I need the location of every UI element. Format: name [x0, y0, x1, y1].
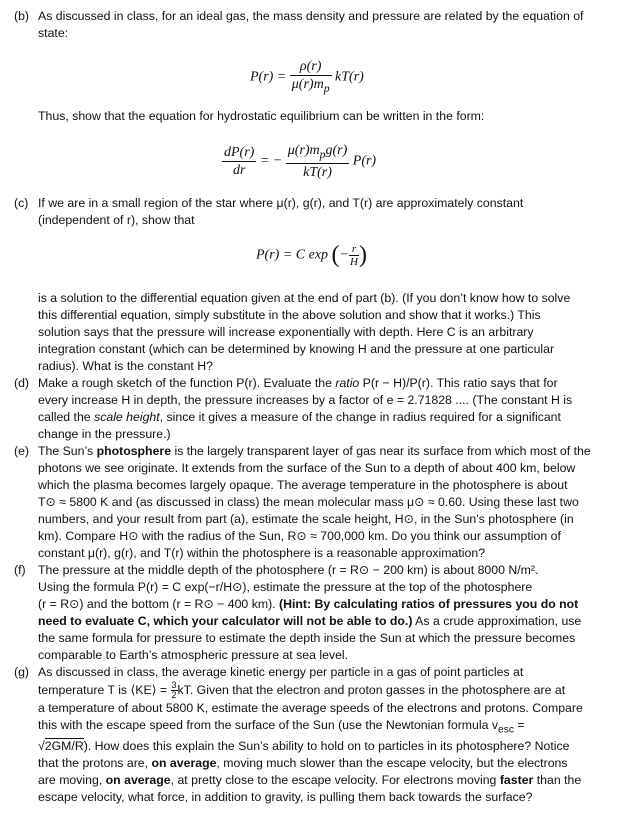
part-g-l2b: kT. Given that the electron and proton gasses in the photosphere are at: [177, 682, 566, 697]
part-g-sqrt-term: 2GM/R: [44, 739, 84, 754]
part-c-text-1: is a solution to the differential equation given at the end of part (b). (If you don’t know how to solve: [38, 291, 571, 305]
hydrostatic-equation: [222, 142, 376, 181]
part-d-line-2: every increase H in depth, the pressure increases by a factor of e = 2.71828 .... (The constant H is: [38, 393, 573, 407]
part-c-text-3: solution says that the pressure will increase exponentially with depth. Here C is an arbitrary: [38, 325, 534, 339]
part-f-l4c: As a crude approximation, use: [412, 614, 582, 628]
part-g-line-8: escape velocity, what force, in addition to gravity, is pulling them back towards the surface?: [38, 790, 533, 805]
part-g-l6b: on average: [151, 756, 217, 771]
part-f-line-6: comparable to Earth’s atmospheric pressure at sea level.: [38, 648, 349, 662]
part-g-line-7: [38, 772, 614, 789]
part-g-l4: this with the escape speed from the surface of the Sun (use the Newtonian formula v: [38, 718, 499, 732]
part-f-line-1: The pressure at the middle depth of the photosphere (r = R⊙ − 200 km) is about 8000 N/m².: [38, 563, 539, 577]
part-c-text-2: this differential equation, simply substitute in the above solution and show that it works.) This: [38, 308, 541, 322]
part-b: [14, 8, 614, 42]
part-g-l4-sub: esc: [498, 724, 514, 736]
part-g-l7e: than the: [533, 773, 582, 788]
eq2-left-den: dr: [232, 162, 246, 178]
part-g-l7d: faster: [499, 773, 534, 788]
part-f-l3a: (r = R⊙) and the bottom (r = R⊙ − 400 km).: [38, 597, 280, 611]
part-e-line-7: constant μ(r), g(r), and T(r) within the photosphere is a reasonable approximation?: [38, 546, 486, 560]
part-e-line-1: [38, 443, 614, 460]
part-d-line-4: change in the pressure.): [38, 427, 171, 441]
part-g-l6c: , moving much slower than the escape velocity, but the electrons: [216, 756, 568, 771]
part-b-line-2: state:: [38, 26, 69, 40]
eq2-left-num: dP(r): [224, 144, 255, 160]
part-e-l1a: The Sun’s: [38, 444, 97, 458]
part-c-label: (c): [14, 196, 29, 210]
part-e-label: (e): [14, 444, 30, 458]
eq3-fraction: [349, 243, 359, 268]
part-e-line-3: which the plasma becomes largely opaque. The average temperature in the photosphere is about: [38, 478, 568, 492]
part-d-line-3: [38, 409, 614, 426]
part-f-line-3: [38, 596, 614, 613]
eq3-open-paren: (: [331, 242, 340, 268]
eq2-rnum-text: μ(r)m: [287, 143, 320, 158]
eq2-left-fraction: [222, 144, 256, 179]
eq1-fraction: [290, 58, 332, 97]
part-g-l7b: on average: [105, 773, 171, 788]
part-g-l7c: , at pretty close to the escape velocity. For electrons moving: [170, 773, 500, 788]
part-e-l1c: is the largely transparent layer of gas near its surface from which most of the: [171, 444, 591, 458]
eq2-right-den: kT(r): [303, 164, 332, 180]
part-f-label: (f): [14, 563, 26, 577]
part-g-line-5: √2GM/R). How does this explain the Sun’s ability to hold on to particles in its photosphere? Notice: [38, 739, 570, 754]
part-e: [14, 443, 614, 562]
part-d-l3a: called the: [38, 410, 95, 424]
eq2-equals: = −: [259, 153, 283, 169]
part-d-l3c: , since it gives a measure of the change in radius required for a significant: [159, 410, 561, 424]
part-c: [14, 195, 614, 229]
eq2-rnum-g: g(r): [325, 143, 348, 158]
part-b-cont: [14, 108, 614, 125]
part-f-line-5: the same formula for pressure to estimate the depth inside the Sun at which the pressure becomes: [38, 631, 576, 645]
part-c-line-2: (independent of r), show that: [38, 213, 195, 227]
part-d-l1b: ratio: [335, 376, 360, 390]
part-b-line-1: As discussed in class, for an ideal gas, the mass density and pressure are related by the equation of: [38, 9, 584, 23]
eq1-denominator: [290, 76, 332, 97]
eq2-rnum-sub: p: [319, 147, 326, 161]
eq3-minus: −: [339, 247, 349, 263]
part-f-l3b: (Hint: By calculating ratios of pressures you do not: [279, 597, 579, 611]
eq1-den-sub: p: [323, 81, 330, 95]
equation-of-state: [250, 58, 364, 97]
eq3-den: H: [350, 256, 358, 268]
part-c-text-5: radius). What is the constant H?: [38, 359, 213, 373]
part-f: [14, 562, 614, 664]
part-f-l4b: need to evaluate C, which your calculator will not be able to do.): [38, 614, 413, 628]
part-e-line-5: numbers, and your result from part (a), estimate the scale height, H⊙, in the Sun’s photosphere (in: [38, 512, 574, 526]
part-f-line-4: [38, 613, 614, 630]
part-g-l6a: that the protons are,: [38, 756, 152, 771]
part-c-line-1: If we are in a small region of the star where μ(r), g(r), and T(r) are approximately constant: [38, 196, 524, 210]
part-b-line-3: Thus, show that the equation for hydrostatic equilibrium can be written in the form:: [38, 109, 485, 123]
part-g-frac-num: 3: [171, 680, 177, 690]
part-g-line-4: [38, 717, 614, 738]
part-g-frac-den: 2: [171, 690, 177, 700]
part-g-l4-tail: =: [513, 718, 525, 732]
part-c-text-4: integration constant (which can be determined by knowing H and the pressure at one particular: [38, 342, 555, 356]
part-d: [14, 375, 614, 443]
eq3-num: r: [349, 243, 359, 256]
part-g-l7a: are moving,: [38, 773, 106, 788]
part-g-line-3: a temperature of about 5800 K, estimate the average speeds of the electrons and protons. Compare: [38, 701, 583, 715]
eq2-tail: P(r): [352, 153, 377, 169]
part-b-label: (b): [14, 9, 30, 23]
eq1-den-text: μ(r)m: [291, 77, 324, 92]
part-e-line-2: photons we see originate. It extends from the surface of the Sun to a depth of about 400 km, below: [38, 461, 576, 475]
eq2-right-num: [286, 142, 350, 164]
part-g-line-2: [38, 681, 614, 700]
part-c-cont: [14, 290, 614, 375]
part-g-l5a: ). How does this explain the Sun’s ability to hold on to particles in its photosphere? Notice: [83, 739, 570, 754]
part-g: [14, 664, 614, 806]
eq3-close-paren: ): [358, 242, 367, 268]
eq1-lhs: P(r) =: [250, 69, 287, 85]
part-g-line-6: [38, 755, 614, 772]
part-d-l3b: scale height: [94, 410, 160, 424]
part-d-label: (d): [14, 376, 30, 390]
exponential-solution: [256, 243, 367, 268]
part-e-l1b: photosphere: [96, 444, 172, 458]
part-d-line-1: [38, 375, 614, 392]
eq3-lhs: P(r) = C exp: [256, 247, 329, 263]
eq2-right-fraction: [286, 142, 350, 181]
part-e-line-6: km). Compare H⊙ with the radius of the Sun, R⊙ ≈ 700,000 km. Do you think our assumption of: [38, 529, 561, 543]
part-d-l1a: Make a rough sketch of the function P(r). Evaluate the: [38, 376, 336, 390]
part-g-three-halves: [171, 681, 178, 700]
part-e-line-4: T⊙ ≈ 5800 K and (as discussed in class) the mean molecular mass μ⊙ ≈ 0.60. Using these last two: [38, 495, 579, 509]
part-g-l2a: temperature T is ⟨KE⟩ =: [38, 682, 171, 697]
eq1-numerator: ρ(r): [290, 58, 332, 76]
part-g-line-1: As discussed in class, the average kinetic energy per particle in a gas of point particles at: [38, 665, 524, 679]
eq1-rhs: kT(r): [335, 69, 364, 85]
part-d-l1c: P(r − H)/P(r). This ratio says that for: [359, 376, 558, 390]
part-f-line-2: Using the formula P(r) = C exp(−r/H⊙), estimate the pressure at the top of the photosphere: [38, 580, 533, 594]
part-g-label: (g): [14, 665, 30, 679]
